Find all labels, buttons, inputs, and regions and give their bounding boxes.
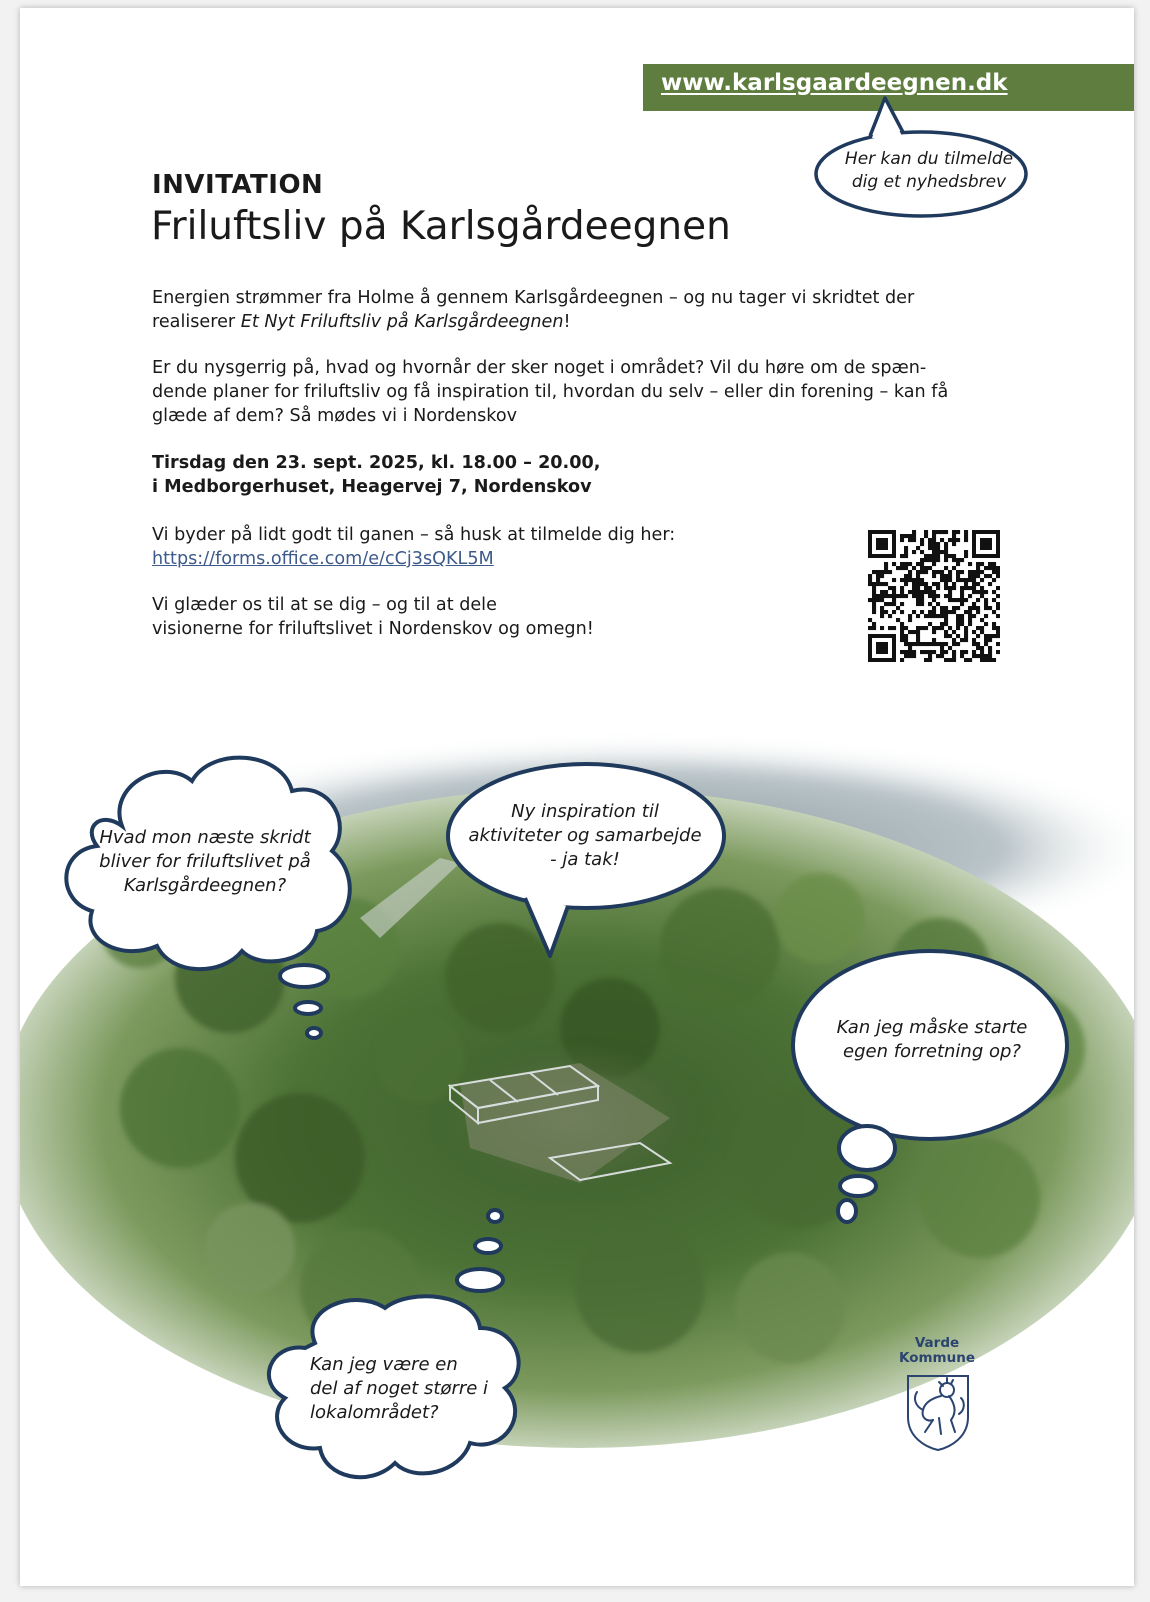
event-details xyxy=(152,451,1012,499)
intro-paragraph: Energien strømmer fra Holme å gennem Karlsgårdeegnen – og nu tager vi skridtet der realiserer Et Nyt Friluftsliv på Karlsgårdeegnen! xyxy=(152,288,915,332)
website-link[interactable]: www.karlsgaardeegnen.dk xyxy=(661,70,1008,96)
thought-bubble-business xyxy=(780,943,1080,1233)
signup-paragraph: Vi byder på lidt godt til ganen – så husk at tilmelde dig her: https://forms.office.com/e/cCj3sQKL5M xyxy=(152,523,1012,571)
signup-link[interactable]: https://forms.office.com/e/cCj3sQKL5M xyxy=(152,549,494,569)
municipality-logo-text: Varde Kommune xyxy=(898,1335,975,1366)
business-text: Kan jeg måske starte egen forretning op? xyxy=(836,1017,1028,1062)
thought-cloud-bigger xyxy=(245,1198,535,1498)
inspiration-text: Ny inspiration til aktiviteter og samarbejde - ja tak! xyxy=(468,801,702,870)
page-title: Friluftsliv på Karlsgårdeegnen xyxy=(151,204,731,249)
invitation-page xyxy=(20,8,1134,1586)
bigger-text: Kan jeg være en del af noget større i lokalområdet? xyxy=(310,1354,489,1423)
curiosity-paragraph: Er du nysgerrig på, hvad og hvornår der sker noget i området? Vil du høre om de spæn- dende planer for friluftsliv og få inspiration til, hvordan du selv – eller din forening – kan få glæde af dem? Så mødes vi i Nordenskov xyxy=(152,358,949,426)
newsletter-bubble-text: Her kan du tilmelde dig et nyhedsbrev xyxy=(844,149,1014,192)
invitation-label: INVITATION xyxy=(152,170,324,200)
qr-code-icon[interactable] xyxy=(868,530,1000,662)
next-step-text: Hvad mon næste skridt bliver for friluftslivet på Karlsgårdeegnen? xyxy=(99,827,311,896)
closing-paragraph: Vi glæder os til at se dig – og til at dele visionerne for friluftslivet i Nordenskov og omegn! xyxy=(152,595,594,639)
event-location: i Medborgerhuset, Heagervej 7, Nordenskov xyxy=(152,477,592,497)
lion-coat-of-arms-icon xyxy=(903,1372,973,1452)
event-date-time: Tirsdag den 23. sept. 2025, kl. 18.00 – 20.00, xyxy=(152,453,601,473)
